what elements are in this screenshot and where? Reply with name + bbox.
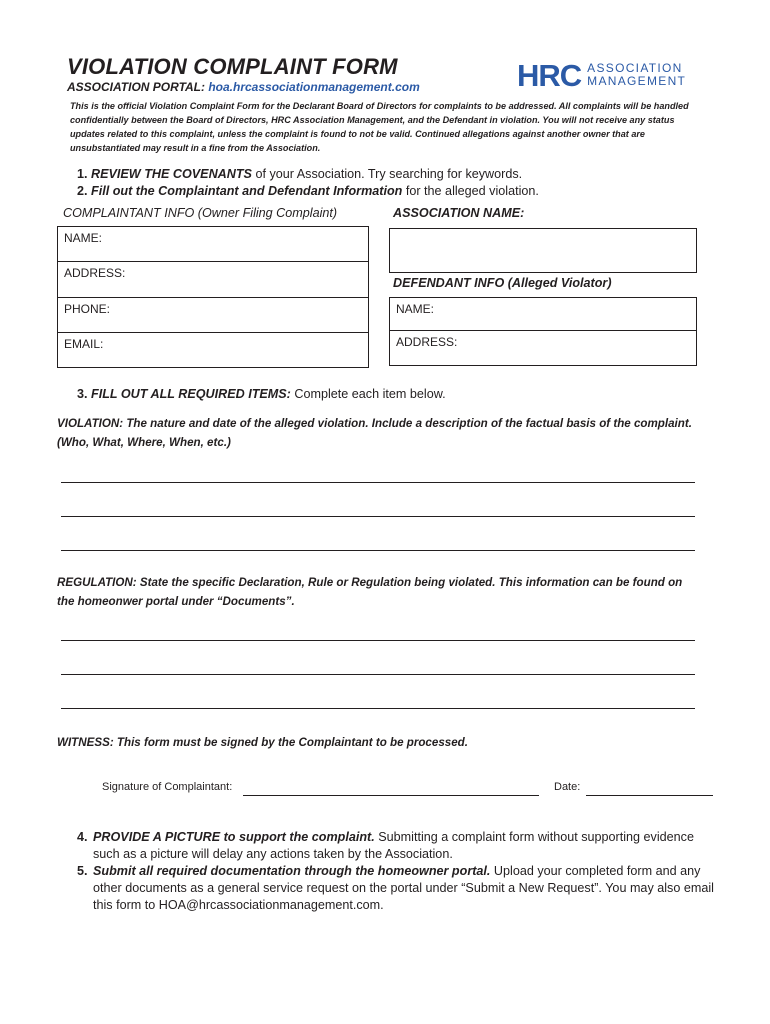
regulation-line-2[interactable]: [61, 674, 695, 675]
step-5-emphasis: Submit all required documentation through the homeowner portal.: [93, 864, 491, 878]
step-3-emphasis: FILL OUT ALL REQUIRED ITEMS:: [91, 387, 291, 401]
final-steps: [77, 829, 717, 914]
association-heading: ASSOCIATION NAME:: [393, 206, 525, 220]
signature-label: Signature of Complaintant:: [102, 781, 233, 793]
step-4: [77, 829, 717, 863]
violation-line-3[interactable]: [61, 550, 695, 551]
logo-text-line2: MANAGEMENT: [587, 74, 687, 88]
complainant-email-field[interactable]: EMAIL:: [57, 333, 369, 368]
step-5: [77, 863, 717, 914]
form-title: VIOLATION COMPLAINT FORM: [67, 54, 398, 79]
step-1-number: 1.: [77, 167, 88, 181]
step-2-number: 2.: [77, 184, 88, 198]
date-line[interactable]: [586, 795, 713, 796]
violation-line-1[interactable]: [61, 482, 695, 483]
portal-line: [67, 80, 420, 94]
hrc-logo: [517, 58, 686, 92]
witness-prompt: WITNESS: This form must be signed by the Complaintant to be processed.: [57, 736, 468, 749]
step-5-text: Upload your completed form and any other documents as a general service request on the portal under “Submit a New Request”. You may also email this form to HOA@hrcassociationmanagement.com.: [93, 864, 714, 912]
step-3-text: Complete each item below.: [290, 387, 446, 401]
complainant-fields: [57, 226, 369, 368]
logo-mark: HRC: [517, 57, 582, 93]
signature-line[interactable]: [243, 795, 539, 796]
date-label: Date:: [554, 781, 581, 793]
portal-url-link[interactable]: hoa.hrcassociationmanagement.com: [208, 80, 420, 94]
step-5-number: 5.: [77, 864, 88, 878]
step-4-emphasis: PROVIDE A PICTURE to support the complaint.: [93, 830, 375, 844]
step-3-number: 3.: [77, 387, 88, 401]
complainant-address-field[interactable]: ADDRESS:: [57, 262, 369, 298]
complainant-phone-field[interactable]: PHONE:: [57, 298, 369, 333]
association-name-field[interactable]: [389, 228, 697, 273]
violation-prompt: VIOLATION: The nature and date of the alleged violation. Include a description of the factual basis of the complaint. (Who, What, Where, When, etc.): [57, 417, 692, 449]
defendant-name-field[interactable]: NAME:: [389, 297, 697, 331]
portal-label: ASSOCIATION PORTAL:: [67, 80, 205, 94]
step-2-emphasis: Fill out the Complaintant and Defendant Information: [91, 184, 403, 198]
step-1-text: of your Association. Try searching for keywords.: [251, 167, 523, 181]
step-2-text: for the alleged violation.: [402, 184, 539, 198]
complainant-name-field[interactable]: NAME:: [57, 226, 369, 262]
regulation-prompt: REGULATION: State the specific Declaration, Rule or Regulation being violated. This information can be found on the homeonwer portal under “Documents”.: [57, 576, 683, 608]
intro-paragraph: This is the official Violation Complaint Form for the Declarant Board of Directors for complaints to be addressed. All complaints will be handled confidentially between the Board of Directors, HRC Association Management, and the Defendant in violation. You will not receive any status updates related to this complaint, unless the complaint is found to not be valid. Continued allegations against another owner that are unsubstantiated may result in a fine from the Association.: [70, 101, 689, 153]
step-4-text: Submitting a complaint form without supporting evidence such as a picture will delay any actions taken by the Association.: [93, 830, 694, 861]
violation-line-2[interactable]: [61, 516, 695, 517]
regulation-line-3[interactable]: [61, 708, 695, 709]
defendant-address-field[interactable]: ADDRESS:: [389, 330, 697, 366]
defendant-heading: DEFENDANT INFO (Alleged Violator): [393, 276, 612, 290]
step-3: [77, 386, 446, 403]
logo-text: [587, 62, 686, 88]
step-2: [77, 183, 539, 200]
step-4-number: 4.: [77, 830, 88, 844]
steps-list: [77, 166, 539, 200]
complainant-heading: COMPLAINTANT INFO (Owner Filing Complaint): [63, 206, 338, 220]
logo-text-line1: ASSOCIATION: [587, 61, 683, 75]
step-1: [77, 166, 539, 183]
step-1-emphasis: REVIEW THE COVENANTS: [91, 167, 252, 181]
regulation-line-1[interactable]: [61, 640, 695, 641]
